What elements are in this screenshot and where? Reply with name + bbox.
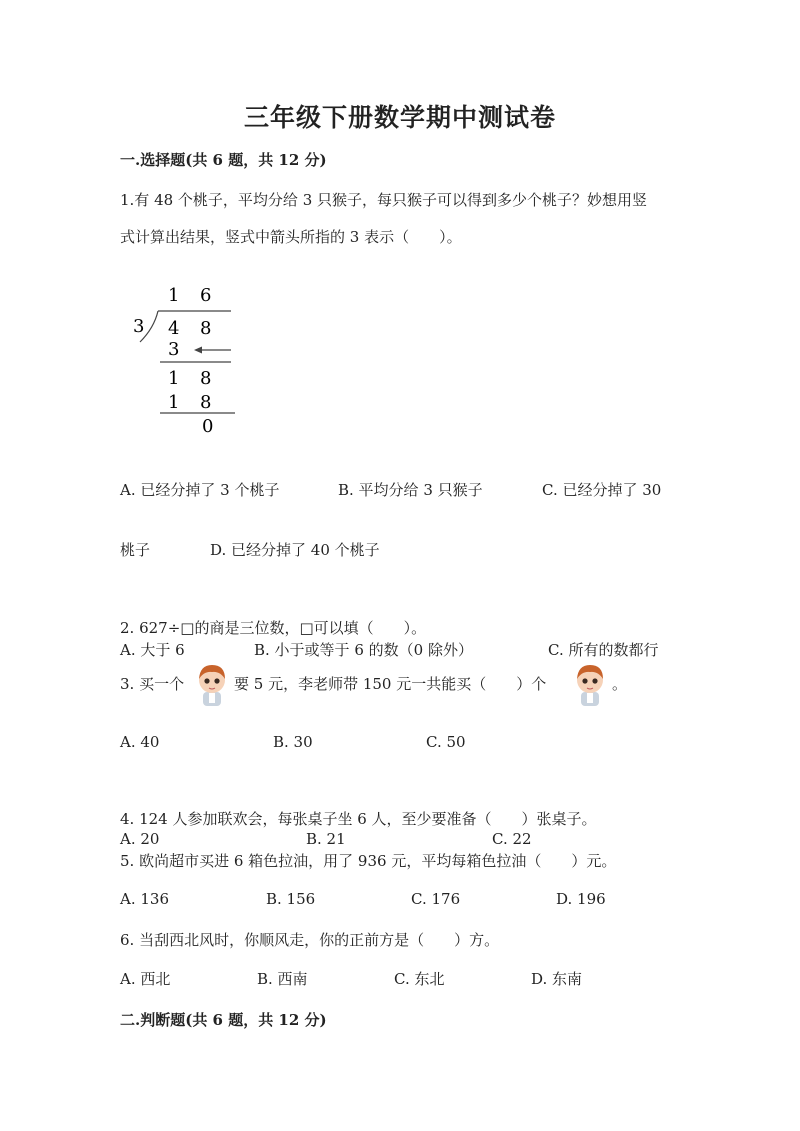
question-6: 6. 当刮西北风时，你顺风走，你的正前方是（ ）方。 [120,931,500,949]
question-2: 2. 627÷□的商是三位数，□可以填（ ）。 [120,619,427,637]
subtract2-digit-1: 1 [168,392,180,413]
dividend-digit-1: 4 [168,318,180,339]
q2-option-a[interactable]: A. 大于 6 [120,641,185,659]
q3-option-a[interactable]: A. 40 [120,733,160,751]
q1-option-d[interactable]: D. 已经分掉了 40 个桃子 [210,541,380,559]
section-heading-choice: 一.选择题(共 6 题，共 12 分) [120,151,327,169]
quotient-digit-2: 6 [200,285,212,306]
dividend-digit-2: 8 [200,318,212,339]
doll-icon [192,661,232,707]
q1-option-b[interactable]: B. 平均分给 3 只猴子 [338,481,483,499]
q1-option-c-continued: 桃子 [120,541,151,559]
divisor: 3 [133,316,145,337]
quotient-digit-1: 1 [168,285,180,306]
q4-option-a[interactable]: A. 20 [120,830,160,848]
remainder-digit-2: 8 [200,368,212,389]
q4-option-c[interactable]: C. 22 [492,830,532,848]
question-3-part-2: 要 5 元，李老师带 150 元一共能买（ ）个 [234,675,547,693]
q5-option-d[interactable]: D. 196 [556,890,606,908]
q2-option-b[interactable]: B. 小于或等于 6 的数（0 除外） [254,641,473,659]
question-5: 5. 欧尚超市买进 6 箱色拉油，用了 936 元，平均每箱色拉油（ ）元。 [120,852,617,870]
question-3-part-3: 。 [612,675,628,693]
long-division-diagram [128,280,243,440]
q2-option-c[interactable]: C. 所有的数都行 [548,641,659,659]
section-heading-judgement: 二.判断题(共 6 题，共 12 分) [120,1011,327,1029]
q3-option-b[interactable]: B. 30 [273,733,313,751]
q6-option-c[interactable]: C. 东北 [394,970,445,988]
q5-option-b[interactable]: B. 156 [266,890,316,908]
arrow-left-icon [194,347,202,354]
question-4: 4. 124 人参加联欢会，每张桌子坐 6 人，至少要准备（ ）张桌子。 [120,810,597,828]
q6-option-b[interactable]: B. 西南 [257,970,308,988]
q1-option-c[interactable]: C. 已经分掉了 30 [542,481,662,499]
q6-option-a[interactable]: A. 西北 [120,970,171,988]
question-1-line-1: 1.有 48 个桃子，平均分给 3 只猴子，每只猴子可以得到多少个桃子？妙想用竖 [120,191,648,209]
q3-option-c[interactable]: C. 50 [426,733,466,751]
subtract-digit-1: 3 [168,339,180,360]
q1-option-a[interactable]: A. 已经分掉了 3 个桃子 [120,481,280,499]
question-3-part-1: 3. 买一个 [120,675,185,693]
question-1-line-2: 式计算出结果，竖式中箭头所指的 3 表示（ ）。 [120,228,462,246]
final-remainder: 0 [202,416,214,437]
subtract2-digit-2: 8 [200,392,212,413]
q5-option-a[interactable]: A. 136 [120,890,169,908]
q4-option-b[interactable]: B. 21 [306,830,346,848]
q6-option-d[interactable]: D. 东南 [531,970,583,988]
doll-icon [570,661,610,707]
q5-option-c[interactable]: C. 176 [411,890,461,908]
remainder-digit-1: 1 [168,368,180,389]
page-title: 三年级下册数学期中测试卷 [243,103,556,132]
